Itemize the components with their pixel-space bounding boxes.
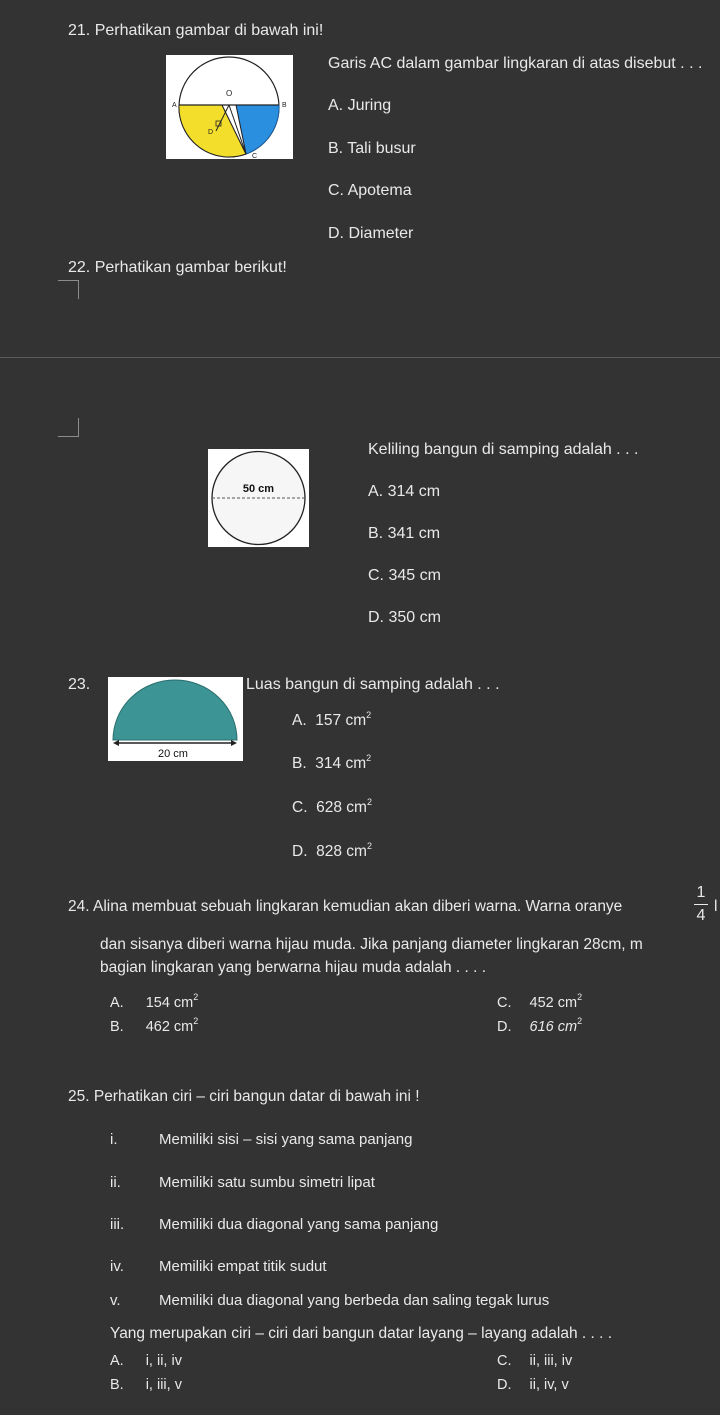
q22-question: Keliling bangun di samping adalah . . . (368, 441, 639, 458)
option-value: 628 cm (316, 799, 367, 816)
option-letter: C. (497, 995, 512, 1011)
q25-option-c[interactable] (497, 1353, 572, 1369)
q25-option-b[interactable] (110, 1377, 182, 1393)
option-value: ii, iv, v (529, 1377, 569, 1393)
option-value: i, iii, v (145, 1377, 182, 1393)
q21-question: Garis AC dalam gambar lingkaran di atas disebut . . . (328, 55, 703, 72)
page-corner-mark (58, 418, 79, 437)
option-letter: B. (292, 755, 307, 772)
q22-option-a[interactable]: A. 314 cm (368, 483, 441, 500)
option-exponent: 2 (366, 841, 372, 851)
page-corner-mark (58, 280, 79, 299)
option-letter: A. (110, 1353, 124, 1369)
option-letter: B. (110, 1377, 124, 1393)
q22-title: 22. Perhatikan gambar berikut! (68, 259, 287, 276)
q24-line-1-tail: l (714, 898, 718, 915)
q22-option-b[interactable]: B. 341 cm (368, 525, 441, 542)
option-letter: D. (497, 1019, 512, 1035)
figure-label-d: D (208, 129, 214, 136)
q23-option-a[interactable] (292, 710, 371, 730)
option-letter: D. (497, 1377, 512, 1393)
q24-line-2: dan sisanya diberi warna hijau muda. Jika panjang diameter lingkaran 28cm, m (100, 936, 643, 953)
option-letter: C. (292, 799, 308, 816)
option-value: i, ii, iv (145, 1353, 182, 1369)
q24-fraction (694, 884, 708, 925)
q25-item-text: Memiliki dua diagonal yang sama panjang (159, 1216, 439, 1233)
fraction-bar (694, 904, 708, 905)
page-break-line (0, 357, 720, 358)
q23-option-b[interactable] (292, 753, 371, 773)
q23-option-c[interactable] (292, 797, 372, 817)
q25-item-text: Memiliki satu sumbu simetri lipat (159, 1174, 375, 1191)
option-value: 452 cm (529, 995, 578, 1011)
q22-circle-figure (208, 449, 309, 547)
option-exponent: 2 (366, 797, 372, 807)
q21-circle-figure (166, 55, 293, 159)
option-letter: C. (497, 1353, 512, 1369)
q24-line-3: bagian lingkaran yang berwarna hijau muda adalah . . . . (100, 959, 487, 976)
option-exponent: 2 (577, 1016, 583, 1026)
option-value: 616 cm (529, 1019, 578, 1035)
option-exponent: 2 (366, 753, 372, 763)
q24-option-c[interactable] (497, 992, 582, 1011)
option-value: 828 cm (316, 843, 367, 860)
q22-figure-label: 50 cm (242, 483, 275, 495)
figure-label-b: B (282, 102, 287, 109)
option-letter: A. (292, 712, 307, 729)
q25-item-number: ii. (110, 1174, 121, 1191)
option-letter: D. (292, 843, 308, 860)
option-letter: B. (110, 1019, 124, 1035)
option-value: ii, iii, iv (529, 1353, 573, 1369)
q21-option-b[interactable]: B. Tali busur (328, 140, 416, 157)
option-exponent: 2 (193, 1016, 199, 1026)
q24-option-b[interactable] (110, 1016, 198, 1035)
option-value: 154 cm (145, 995, 194, 1011)
q23-semicircle-figure (108, 677, 243, 761)
option-value: 462 cm (145, 1019, 194, 1035)
figure-label-a: A (172, 102, 177, 109)
q25-item-number: i. (110, 1131, 118, 1148)
q24-option-d[interactable] (497, 1016, 582, 1035)
option-letter: A. (110, 995, 124, 1011)
q23-number: 23. (68, 676, 91, 693)
q21-title: 21. Perhatikan gambar di bawah ini! (68, 22, 324, 39)
q25-item-text: Memiliki empat titik sudut (159, 1258, 327, 1275)
q25-item-number: v. (110, 1292, 121, 1309)
option-value: 314 cm (315, 755, 367, 772)
fraction-denominator: 4 (696, 907, 706, 924)
q25-item-number: iii. (110, 1216, 125, 1233)
option-exponent: 2 (193, 992, 199, 1002)
q22-option-c[interactable]: C. 345 cm (368, 567, 441, 584)
q23-figure-label: 20 cm (158, 748, 188, 760)
q25-item-text: Memiliki sisi – sisi yang sama panjang (159, 1131, 413, 1148)
q25-option-d[interactable] (497, 1377, 569, 1393)
q25-item-number: iv. (110, 1258, 124, 1275)
option-exponent: 2 (366, 710, 372, 720)
q25-question: Yang merupakan ciri – ciri dari bangun datar layang – layang adalah . . . . (110, 1325, 613, 1342)
q21-option-c[interactable]: C. Apotema (328, 182, 412, 199)
option-value: 157 cm (315, 712, 367, 729)
q22-option-d[interactable]: D. 350 cm (368, 609, 441, 626)
q23-option-d[interactable] (292, 841, 372, 861)
q25-title: 25. Perhatikan ciri – ciri bangun datar di bawah ini ! (68, 1088, 420, 1105)
option-exponent: 2 (577, 992, 583, 1002)
q24-option-a[interactable] (110, 992, 198, 1011)
q21-option-a[interactable]: A. Juring (328, 97, 392, 114)
q24-line-1: 24. Alina membuat sebuah lingkaran kemudian akan diberi warna. Warna oranye (68, 898, 623, 915)
q21-option-d[interactable]: D. Diameter (328, 225, 414, 242)
q23-question: Luas bangun di samping adalah . . . (246, 676, 500, 693)
fraction-numerator: 1 (696, 884, 706, 901)
q25-item-text: Memiliki dua diagonal yang berbeda dan saling tegak lurus (159, 1292, 550, 1309)
q25-option-a[interactable] (110, 1353, 182, 1369)
figure-label-o: O (226, 89, 233, 98)
figure-label-c: C (252, 153, 258, 159)
